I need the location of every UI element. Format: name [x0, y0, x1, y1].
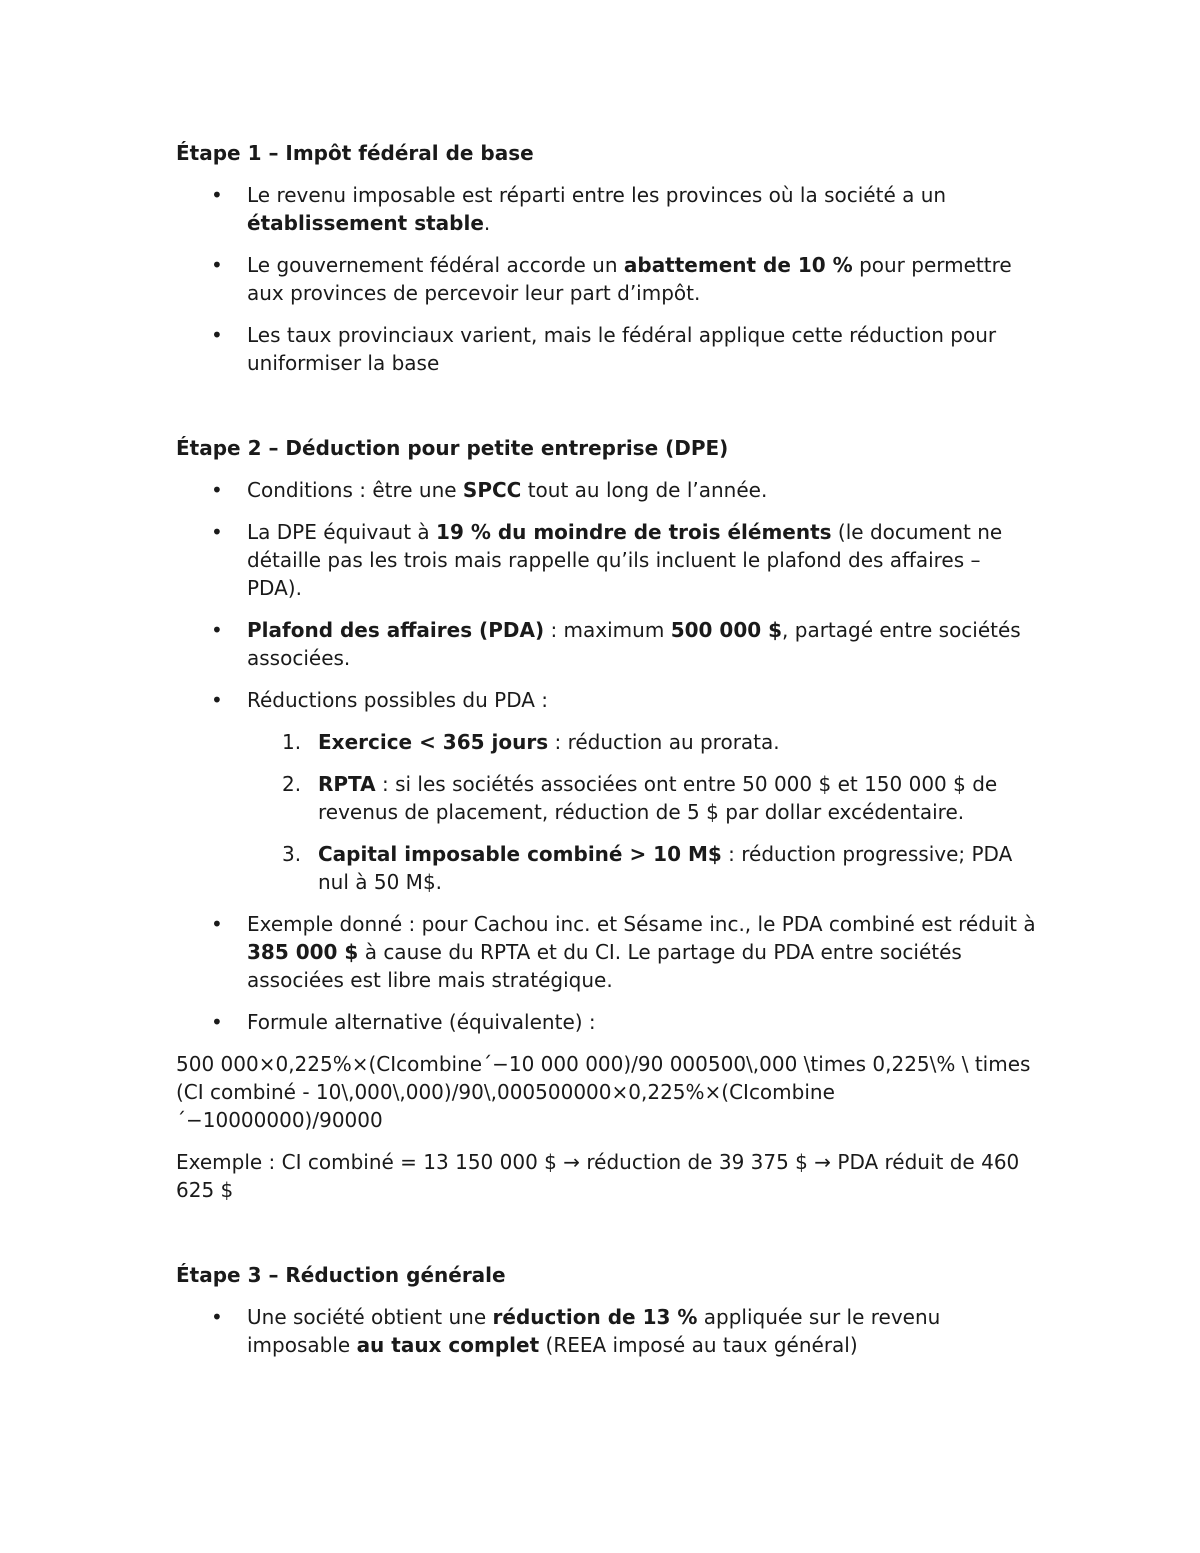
text-run: tout au long de l’année.	[521, 478, 768, 502]
bold-text: Exercice < 365 jours	[318, 730, 549, 754]
section-title-etape-3: Étape 3 – Réduction générale	[176, 1263, 506, 1287]
section-spacer	[176, 377, 1036, 434]
bold-text: 19 % du moindre de trois éléments	[436, 520, 832, 544]
bullet-icon: •	[211, 912, 223, 936]
text-run: La DPE équivaut à	[247, 520, 437, 544]
text-run: appliquée sur le revenu imposable	[247, 1305, 941, 1357]
bullet-icon: •	[211, 1305, 223, 1329]
list-item	[176, 616, 1036, 672]
bold-text: Plafond des affaires (PDA)	[247, 618, 545, 642]
text-run: Le revenu imposable est réparti entre les provinces où la société a un	[247, 183, 947, 207]
bold-text: établissement stable	[247, 211, 484, 235]
text-run: , partagé entre sociétés associées.	[247, 618, 1021, 670]
bullet-icon: •	[211, 253, 223, 277]
bold-text: abattement de 10 %	[623, 253, 853, 277]
text-run: (REEA imposé au taux général)	[539, 1333, 858, 1357]
numbered-item	[247, 728, 1036, 756]
example-paragraph: Exemple : CI combiné = 13 150 000 $ → réduction de 39 375 $ → PDA réduit de 460 625 $	[176, 1150, 1020, 1202]
text-run: : si les sociétés associées ont entre 50 000 $ et 150 000 $ de revenus de placement, réduction de 5 $ par dollar excédentaire.	[318, 772, 998, 824]
bold-text: au taux complet	[356, 1333, 540, 1357]
bold-text: SPCC	[462, 478, 522, 502]
section-spacer	[176, 1204, 1036, 1261]
text-run: (le document ne détaille pas les trois mais rappelle qu’ils incluent le plafond des affaires – PDA).	[247, 520, 1003, 600]
text-run: Une société obtient une	[247, 1305, 493, 1329]
list-item	[176, 181, 1036, 237]
bullet-list-etape-1	[176, 181, 1036, 377]
text-run: Les taux provinciaux varient, mais le fédéral applique cette réduction pour uniformiser la base	[247, 323, 997, 375]
list-item	[176, 251, 1036, 307]
item-number: 2.	[282, 772, 302, 796]
list-item-text	[247, 323, 996, 375]
bullet-list-etape-3	[176, 1303, 1036, 1359]
bold-text: RPTA	[318, 772, 376, 796]
text-run: : réduction au prorata.	[548, 730, 780, 754]
bullet-icon: •	[211, 183, 223, 207]
list-item	[176, 686, 1036, 896]
list-item-text	[247, 520, 1002, 600]
section-title-etape-2: Étape 2 – Déduction pour petite entreprise (DPE)	[176, 436, 729, 460]
text-run: .	[483, 211, 491, 235]
text-run: Réductions possibles du PDA :	[247, 688, 549, 712]
bold-text: réduction de 13 %	[492, 1305, 698, 1329]
list-item-text	[318, 730, 780, 754]
bullet-icon: •	[211, 618, 223, 642]
list-item	[176, 518, 1036, 602]
list-item	[176, 910, 1036, 994]
item-number: 1.	[282, 730, 302, 754]
bold-text: 385 000 $	[247, 940, 359, 964]
list-item-text	[318, 842, 1012, 894]
formula-paragraph: 500 000×0,225%×(CIcombine´−10 000 000)/90 000500\,000 \times 0,225\% \ times (CI combiné - 10\,000\,000)/90\,000500000×0,225%×(CIcombine´−10000000)/90000	[176, 1052, 1031, 1132]
list-item-text	[247, 478, 767, 502]
bullet-icon: •	[211, 478, 223, 502]
item-number: 3.	[282, 842, 302, 866]
bullet-list-etape-2	[176, 476, 1036, 1036]
list-item-text	[247, 1305, 940, 1357]
list-item-text	[247, 253, 1012, 305]
numbered-item	[247, 840, 1036, 896]
text-run: Exemple donné : pour Cachou inc. et Sésame inc., le PDA combiné est réduit à	[247, 912, 1036, 936]
list-item	[176, 1008, 1036, 1036]
text-run: Formule alternative (équivalente) :	[247, 1010, 596, 1034]
bullet-icon: •	[211, 323, 223, 347]
list-item-text	[247, 183, 946, 235]
list-item-text	[247, 688, 548, 712]
bullet-icon: •	[211, 520, 223, 544]
numbered-item	[247, 770, 1036, 826]
list-item-text	[247, 912, 1036, 992]
bold-text: 500 000 $	[670, 618, 783, 642]
text-run: : réduction progressive; PDA nul à 50 M$.	[318, 842, 1013, 894]
text-run: Conditions : être une	[247, 478, 463, 502]
text-run: à cause du RPTA et du CI. Le partage du PDA entre sociétés associées est libre mais stratégique.	[247, 940, 962, 992]
list-item	[176, 321, 1036, 377]
text-run: Le gouvernement fédéral accorde un	[247, 253, 624, 277]
numbered-sublist	[247, 728, 1036, 896]
bullet-icon: •	[211, 1010, 223, 1034]
list-item-text	[318, 772, 997, 824]
bold-text: Capital imposable combiné > 10 M$	[318, 842, 722, 866]
list-item-text	[247, 618, 1021, 670]
list-item-text	[247, 1010, 596, 1034]
text-run: pour permettre aux provinces de percevoir leur part d’impôt.	[247, 253, 1012, 305]
list-item	[176, 1303, 1036, 1359]
text-run: : maximum	[544, 618, 671, 642]
document-content	[176, 139, 1036, 1359]
list-item	[176, 476, 1036, 504]
section-title-etape-1: Étape 1 – Impôt fédéral de base	[176, 141, 534, 165]
bullet-icon: •	[211, 688, 223, 712]
